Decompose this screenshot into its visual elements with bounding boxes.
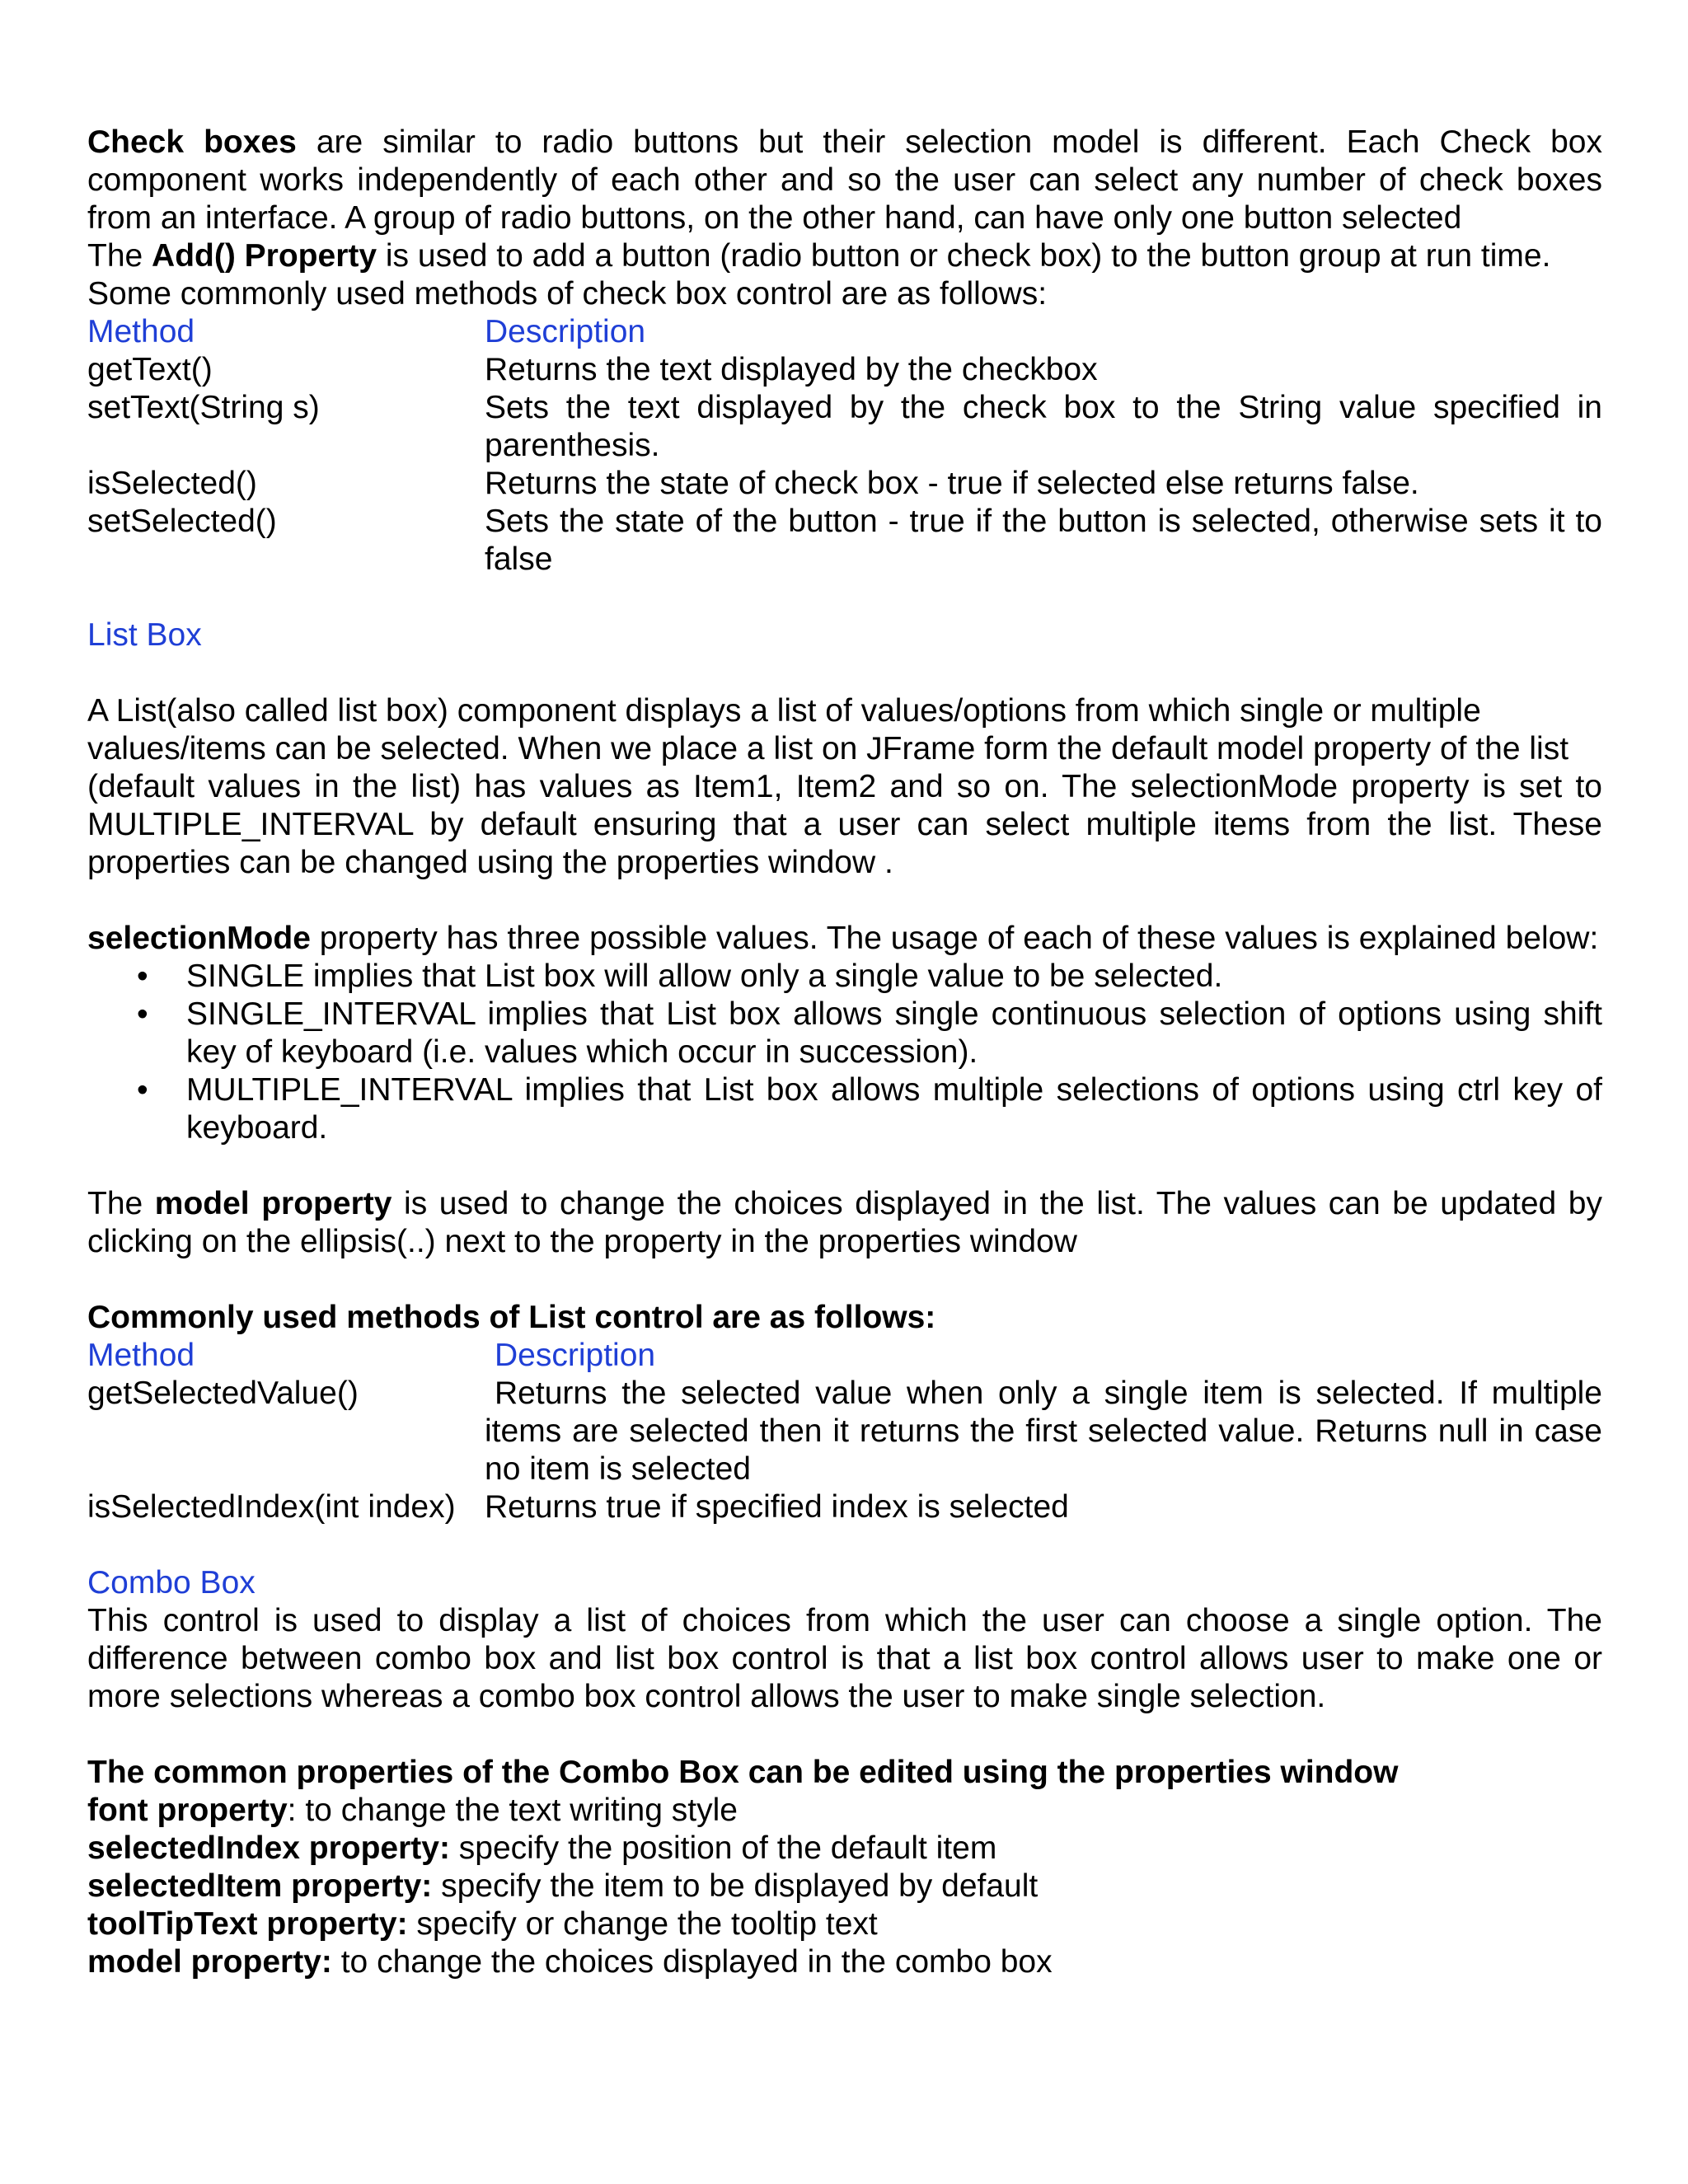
property-name: toolTipText property: xyxy=(87,1906,408,1942)
model-property-paragraph xyxy=(87,1185,1602,1261)
document-page xyxy=(87,124,1602,1981)
method-column-header: Method xyxy=(87,1338,195,1373)
combobox-properties-heading: The common properties of the Combo Box can be edited using the properties window xyxy=(87,1755,1399,1790)
method-name: isSelected() xyxy=(87,466,257,501)
property-name: model property: xyxy=(87,1944,332,1980)
list-table-header xyxy=(87,1337,1602,1375)
model-property-pre: The xyxy=(87,1186,155,1221)
list-item-text: SINGLE_INTERVAL implies that List box allows single continuous selection of options using shift key of keyboard (i.e. values which occur in succession). xyxy=(186,996,1602,1070)
add-property-term: Add() Property xyxy=(152,238,377,274)
combobox-property-line xyxy=(87,1943,1602,1981)
method-description: Returns the selected value when only a single item is selected. If multiple items are selected then it returns the first selected value. Returns null in case no item is selected xyxy=(485,1376,1602,1487)
combobox-heading: Combo Box xyxy=(87,1565,256,1601)
combobox-property-line xyxy=(87,1905,1602,1943)
table-row xyxy=(87,465,1602,503)
bullet-icon: • xyxy=(137,1072,148,1108)
table-row xyxy=(87,503,1602,579)
checkbox-table-header xyxy=(87,313,1602,351)
method-description: Returns true if specified index is selected xyxy=(485,1489,1069,1525)
checkbox-methods-intro: Some commonly used methods of check box control are as follows: xyxy=(87,276,1048,312)
combobox-paragraph: This control is used to display a list of choices from which the user can choose a single option. The difference between combo box and list box control is that a list box control allows user to make one or more selections whereas a combo box control allows the user to make single selection. xyxy=(87,1603,1602,1714)
list-item xyxy=(87,996,1602,1071)
bullet-icon: • xyxy=(137,996,148,1032)
list-item-text: SINGLE implies that List box will allow only a single value to be selected. xyxy=(186,958,1223,994)
checkbox-intro-term: Check boxes xyxy=(87,124,297,160)
method-description: Returns the state of check box - true if selected else returns false. xyxy=(485,466,1419,501)
method-name: getText() xyxy=(87,352,213,387)
listbox-paragraph-2: (default values in the list) has values as Item1, Item2 and so on. The selectionMode property is set to MULTIPLE_INTERVAL by default ensuring that a user can select multiple items from the list. These properties can be changed using the properties window . xyxy=(87,769,1602,880)
method-name: isSelectedIndex(int index) xyxy=(87,1489,456,1525)
selection-mode-list xyxy=(87,958,1602,1147)
method-description: Returns the text displayed by the checkbox xyxy=(485,352,1098,387)
method-name: setText(String s) xyxy=(87,390,320,425)
selection-mode-term: selectionMode xyxy=(87,921,311,956)
list-item xyxy=(87,958,1602,996)
property-text: : to change the text writing style xyxy=(287,1793,738,1828)
listbox-heading: List Box xyxy=(87,617,202,653)
table-row xyxy=(87,1488,1602,1526)
selection-mode-text: property has three possible values. The usage of each of these values is explained below: xyxy=(310,921,1599,956)
list-methods-heading: Commonly used methods of List control are as follows: xyxy=(87,1300,936,1335)
checkbox-methods-table xyxy=(87,313,1602,579)
add-property-paragraph xyxy=(87,237,1602,275)
method-name: getSelectedValue() xyxy=(87,1376,359,1411)
property-name: font property xyxy=(87,1793,288,1828)
add-property-pre: The xyxy=(87,238,152,274)
property-text: specify or change the tooltip text xyxy=(407,1906,878,1942)
bullet-icon: • xyxy=(137,958,148,994)
table-row xyxy=(87,351,1602,389)
property-text: specify the position of the default item xyxy=(449,1830,997,1866)
property-text: to change the choices displayed in the combo box xyxy=(331,1944,1053,1980)
model-property-term: model property xyxy=(154,1186,392,1221)
property-text: specify the item to be displayed by default xyxy=(432,1868,1039,1904)
listbox-paragraph-1: A List(also called list box) component displays a list of values/options from which single or multiple values/items can be selected. When we place a list on JFrame form the default model property of the list xyxy=(87,693,1569,766)
method-name: setSelected() xyxy=(87,504,277,539)
combobox-property-line xyxy=(87,1792,1602,1830)
description-column-header: Description xyxy=(485,314,646,349)
property-name: selectedItem property: xyxy=(87,1868,433,1904)
description-column-header: Description xyxy=(495,1338,656,1373)
method-description: Sets the text displayed by the check box to the String value specified in parenthesis. xyxy=(485,390,1602,463)
checkbox-intro-paragraph xyxy=(87,124,1602,237)
table-row xyxy=(87,1375,1602,1488)
combobox-property-line xyxy=(87,1868,1602,1905)
list-item xyxy=(87,1071,1602,1147)
model-property-text: is used to change the choices displayed in the list. The values can be updated by clicking on the ellipsis(..) next to the property in the properties window xyxy=(87,1186,1602,1259)
list-methods-table xyxy=(87,1337,1602,1526)
method-column-header: Method xyxy=(87,314,195,349)
list-item-text: MULTIPLE_INTERVAL implies that List box allows multiple selections of options using ctrl key of keyboard. xyxy=(186,1072,1602,1146)
combobox-property-line xyxy=(87,1830,1602,1868)
table-row xyxy=(87,389,1602,465)
property-name: selectedIndex property: xyxy=(87,1830,450,1866)
add-property-text: is used to add a button (radio button or check box) to the button group at run time. xyxy=(377,238,1551,274)
checkbox-intro-text: are similar to radio buttons but their selection model is different. Each Check box component works independently of each other and so the user can select any number of check boxes from an interface. A group of radio buttons, on the other hand, can have only one button selected xyxy=(87,124,1602,236)
method-description: Sets the state of the button - true if the button is selected, otherwise sets it to false xyxy=(485,504,1602,577)
selection-mode-paragraph xyxy=(87,920,1602,958)
